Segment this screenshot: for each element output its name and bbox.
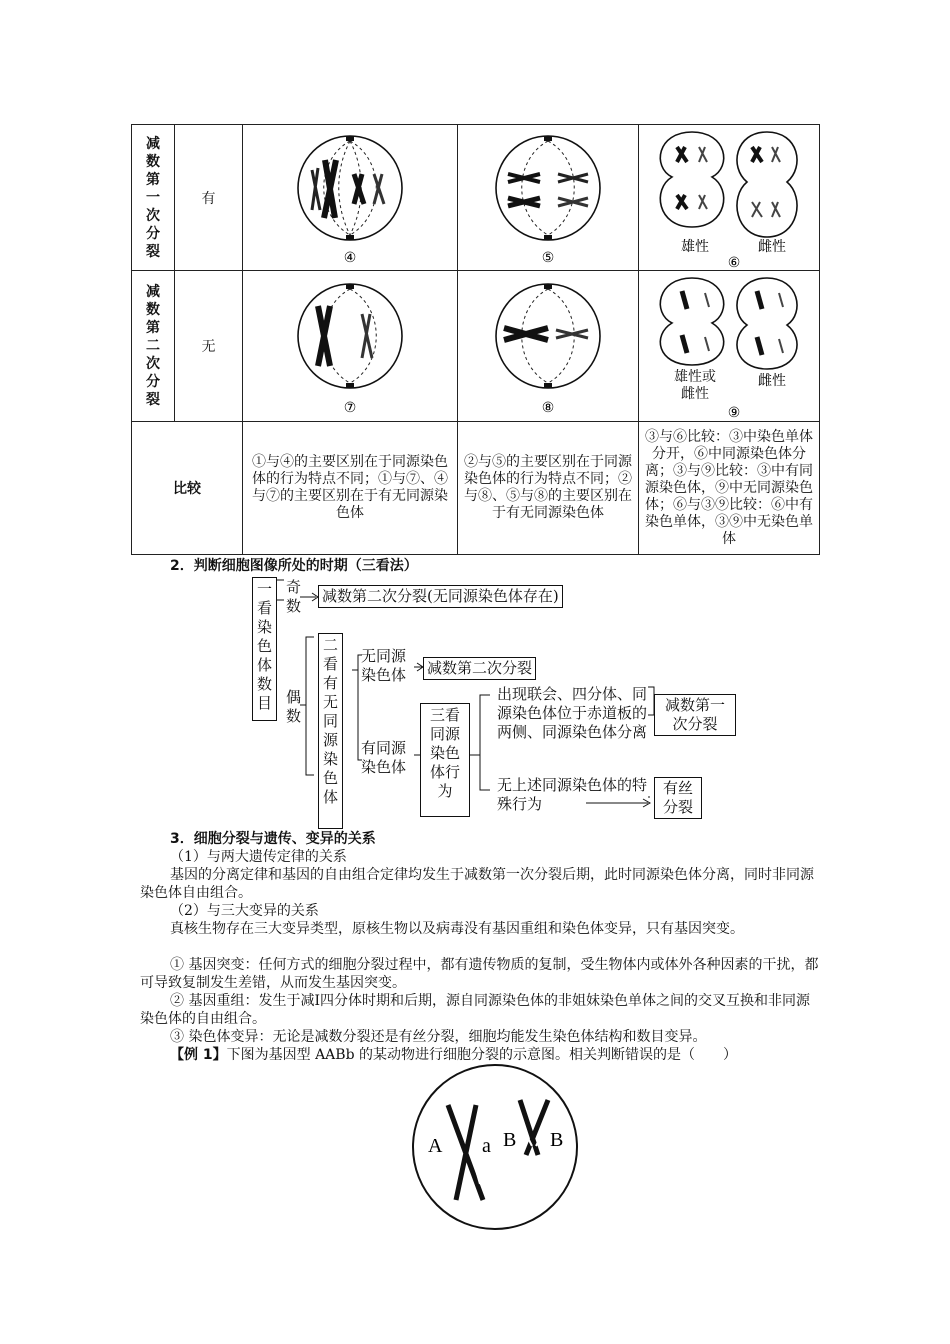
meiosis1-result-box: 减数第一次分裂 xyxy=(654,694,736,736)
subheading: （2）与三大变异的关系 xyxy=(170,903,319,919)
compare-label: 比较 xyxy=(132,422,243,555)
example-cell-figure xyxy=(408,1060,583,1235)
no-homolog-result-box: 减数第二次分裂 xyxy=(423,657,536,680)
mitosis-result-box: 有丝分裂 xyxy=(654,777,702,819)
gene-label: a xyxy=(482,1135,491,1157)
paragraph: ① 基因突变：任何方式的细胞分裂过程中，都有遗传物质的复制，受生物体内或体外各种因素的干扰，都可导致复制发生差错，从而发生基因突变。 xyxy=(140,957,819,991)
homolog-cell: 无 xyxy=(175,271,243,422)
svg-text:雄性: 雄性 xyxy=(680,238,709,255)
compare-text: ①与④的主要区别在于同源染色体的行为特点不同；①与⑦、④与⑦的主要区别在于有无同源染色体 xyxy=(252,454,448,521)
table-row xyxy=(132,422,820,555)
paragraph: 真核生物存在三大变异类型，原核生物以及病毒没有基因重组和染色体变异，只有基因突变。 xyxy=(170,921,744,937)
step3-box: 三看同源染色体行为 xyxy=(420,703,470,817)
table-row xyxy=(132,125,820,271)
figure-number: ④ xyxy=(343,249,357,266)
gene-label: A xyxy=(428,1135,443,1157)
section-heading: 3．细胞分裂与遗传、变异的关系 xyxy=(170,831,376,847)
stage-label: 减数第一次分裂 xyxy=(146,135,160,260)
subheading: （1）与两大遗传定律的关系 xyxy=(170,849,347,865)
svg-text:⑦: ⑦ xyxy=(343,400,357,416)
example-tag: 【例 1】 xyxy=(170,1047,227,1063)
compare-text: ②与⑤的主要区别在于同源染色体的行为特点不同；②与⑧、⑤与⑧的主要区别在于有无同源染色体 xyxy=(464,454,632,521)
stage-label: 减数第二次分裂 xyxy=(146,284,160,408)
svg-text:⑨: ⑨ xyxy=(727,405,740,419)
cell-figure-7 xyxy=(290,276,410,416)
has-homolog-label: 有同源染色体 xyxy=(361,739,407,776)
step2-box: 二看有无同源染色体 xyxy=(318,633,343,829)
paragraph: ③ 染色体变异：无论是减数分裂还是有丝分裂，细胞均能发生染色体结构和数目变异。 xyxy=(170,1029,707,1045)
even-label: 偶数 xyxy=(286,688,302,725)
behavior1-text: 出现联会、四分体、同源染色体位于赤道板的两侧、同源染色体分离 xyxy=(497,685,648,741)
section-heading: 2．判断细胞图像所处的时期（三看法） xyxy=(170,558,418,574)
svg-text:⑥: ⑥ xyxy=(727,254,740,269)
cell-figure-6 xyxy=(647,127,812,269)
odd-result-box: 减数第二次分裂(无同源染色体存在) xyxy=(318,585,563,608)
cell-figure-9: 雄性或雌性 雌性 ⑨ xyxy=(647,273,812,419)
paragraph: ② 基因重组：发生于减Ⅰ四分体时期和后期，源自同源染色体的非姐妹染色单体之间的交叉互换和非同源染色体的自由组合。 xyxy=(140,993,810,1027)
behavior2-text: 无上述同源染色体的特殊行为 xyxy=(497,776,648,813)
example-text: 下图为基因型 AABb 的某动物进行细胞分裂的示意图。相关判断错误的是（ ） xyxy=(226,1047,737,1063)
gene-label: B xyxy=(550,1129,564,1151)
svg-text:⑧: ⑧ xyxy=(541,400,555,416)
table-row xyxy=(132,271,820,422)
figure-number: ⑤ xyxy=(541,249,555,266)
paragraph: 基因的分离定律和基因的自由组合定律均发生于减数第一次分裂后期，此时同源染色体分离，同时非同源染色体自由组合。 xyxy=(140,867,814,901)
comparison-table xyxy=(131,124,820,555)
gene-label: B xyxy=(503,1129,517,1151)
cell-figure-5 xyxy=(488,130,608,266)
svg-text:雌性: 雌性 xyxy=(757,238,786,255)
compare-text: ③与⑥比较：③中染色单体分开，⑥中同源染色体分离；③与⑨比较：③中有同源染色体，⑨中无同源染色体；⑥与③⑨比较：⑥中有染色单体，③⑨中无染色单体 xyxy=(645,428,813,547)
odd-label: 奇数 xyxy=(286,578,302,615)
step1-box: 一看染色体数目 xyxy=(252,577,277,721)
no-homolog-label: 无同源染色体 xyxy=(361,647,407,684)
svg-text:雌性: 雌性 xyxy=(757,373,786,389)
homolog-cell: 有 xyxy=(175,125,243,271)
cell-figure-8 xyxy=(488,276,608,416)
cell-figure-4 xyxy=(290,130,410,266)
